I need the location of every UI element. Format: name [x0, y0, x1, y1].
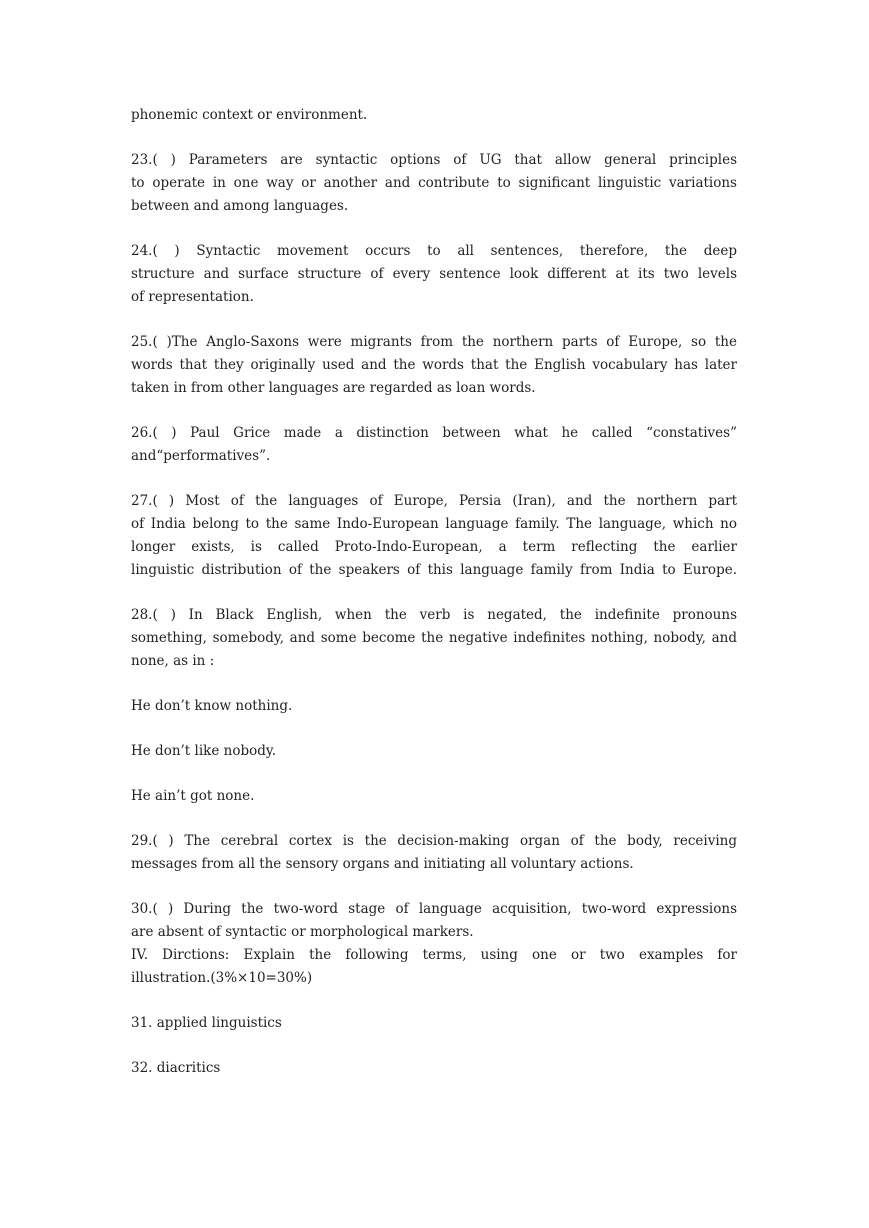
- example-sentence: [131, 785, 737, 808]
- question-27: [131, 490, 737, 582]
- text-line: 32. diacritics: [131, 1060, 221, 1076]
- question-31: [131, 1012, 737, 1035]
- text-line: 24.( ) Syntactic movement occurs to all sentences, therefore, the deep: [131, 243, 737, 259]
- question-30: [131, 898, 737, 944]
- text-line: words that they originally used and the words that the English vocabulary has later: [131, 357, 737, 373]
- text-line: something, somebody, and some become the negative indefinites nothing, nobody, and: [131, 630, 737, 646]
- text-line: linguistic distribution of the speakers of this language family from India to Europe.: [131, 562, 737, 578]
- continuation-paragraph: [131, 104, 737, 127]
- text-line: 26.( ) Paul Grice made a distinction between what he called “constatives”: [131, 425, 737, 441]
- text-line: 23.( ) Parameters are syntactic options of UG that allow general principles: [131, 152, 737, 168]
- text-line: taken in from other languages are regarded as loan words.: [131, 380, 536, 396]
- example-sentence: [131, 695, 737, 718]
- text-line: 27.( ) Most of the languages of Europe, Persia (Iran), and the northern part: [131, 493, 737, 509]
- text-line: of India belong to the same Indo-European language family. The language, which no: [131, 516, 737, 532]
- question-26: [131, 422, 737, 468]
- text-line: phonemic context or environment.: [131, 107, 368, 123]
- text-line: 30.( ) During the two-word stage of language acquisition, two-word expressions: [131, 901, 737, 917]
- text-line: of representation.: [131, 289, 254, 305]
- text-line: He ain’t got none.: [131, 788, 255, 804]
- text-line: are absent of syntactic or morphological markers.: [131, 924, 474, 940]
- question-28: [131, 604, 737, 673]
- question-29: [131, 830, 737, 876]
- text-line: messages from all the sensory organs and initiating all voluntary actions.: [131, 856, 634, 872]
- text-line: to operate in one way or another and contribute to significant linguistic variations: [131, 175, 737, 191]
- section-iv-directions: [131, 944, 737, 990]
- text-line: 25.( )The Anglo-Saxons were migrants from the northern parts of Europe, so the: [131, 334, 737, 350]
- text-line: longer exists, is called Proto-Indo-European, a term reflecting the earlier: [131, 539, 737, 555]
- question-25: [131, 331, 737, 400]
- text-line: none, as in :: [131, 653, 215, 669]
- text-line: illustration.(3%×10=30%): [131, 970, 313, 986]
- document-page: [131, 104, 737, 1102]
- question-32: [131, 1057, 737, 1080]
- text-line: between and among languages.: [131, 198, 349, 214]
- question-23: [131, 149, 737, 218]
- question-24: [131, 240, 737, 309]
- text-line: He don’t know nothing.: [131, 698, 293, 714]
- text-line: He don’t like nobody.: [131, 743, 276, 759]
- example-sentence: [131, 740, 737, 763]
- text-line: 28.( ) In Black English, when the verb is negated, the indefinite pronouns: [131, 607, 737, 623]
- text-line: and“performatives”.: [131, 448, 271, 464]
- text-line: 31. applied linguistics: [131, 1015, 282, 1031]
- text-line: 29.( ) The cerebral cortex is the decision-making organ of the body, receiving: [131, 833, 737, 849]
- text-line: structure and surface structure of every sentence look different at its two levels: [131, 266, 737, 282]
- text-line: IV. Dirctions: Explain the following terms, using one or two examples for: [131, 947, 737, 963]
